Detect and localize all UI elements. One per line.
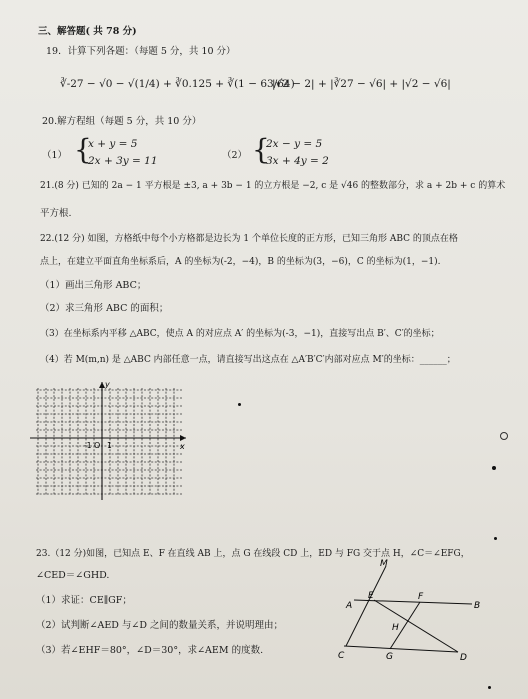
- speck: [494, 537, 497, 540]
- label-d: D: [460, 653, 467, 663]
- neg-one-label: -1: [84, 441, 92, 450]
- q23-line2: ∠CED＝∠GHD.: [36, 570, 110, 581]
- q19-expr1: ∛-27 − √0 − √(1/4) + ∛0.125 + ∛(1 − 63/64): [60, 78, 295, 90]
- line-cd: [344, 646, 458, 652]
- q20-sys1-eq2: 2x + 3y = 11: [88, 155, 158, 167]
- q22-line2: 点上，在建立平面直角坐标系后，A 的坐标为(-2，−4)，B 的坐标为(3，−6)，C 的坐标为(1，−1).: [40, 257, 441, 267]
- q22-sub1: （1）画出三角形 ABC；: [40, 280, 147, 291]
- q23-sub2: （2）试判断∠AED 与∠D 之间的数量关系，并说明理由；: [36, 620, 284, 631]
- q22-sub4: （4）若 M(m,n) 是 △ABC 内部任意一点，请直接写出这点在 △A′B′C′内部对应点 M′的坐标：______；: [40, 355, 456, 365]
- one-label: 1: [107, 441, 112, 450]
- q22-sub3: （3）在坐标系内平移 △ABC，使点 A 的对应点 A′ 的坐标为(-3，−1)，直接写出点 B′、C′的坐标；: [40, 329, 440, 339]
- label-g: G: [386, 652, 393, 662]
- q20-label1: （1）: [42, 150, 68, 161]
- q21-line2: 平方根.: [40, 208, 72, 219]
- speck: [500, 432, 508, 440]
- q20-brace1: {: [74, 133, 92, 166]
- q23-sub3: （3）若∠EHF＝80°，∠D＝30°，求∠AEM 的度数.: [36, 645, 264, 656]
- x-axis-arrow: [180, 435, 186, 441]
- x-axis-label: x: [180, 442, 185, 451]
- speck: [492, 466, 496, 470]
- q19-expr2: |√2 − 2| + |∛27 − √6| + |√2 − √6|: [272, 78, 451, 90]
- label-e: E: [368, 591, 374, 601]
- label-m: M: [380, 559, 388, 569]
- label-f: F: [418, 592, 424, 602]
- section-title: 三、解答题( 共 78 分): [38, 26, 137, 37]
- q19-title: 19．计算下列各题：（每题 5 分，共 10 分）: [46, 46, 236, 57]
- q20-brace2: {: [252, 133, 270, 166]
- label-b: B: [474, 601, 481, 611]
- q23-line1: 23.（12 分)如图，已知点 E、F 在直线 AB 上，点 G 在线段 CD 上，ED 与 FG 交于点 H，∠C＝∠EFG，: [36, 549, 470, 559]
- y-axis-label: y: [105, 380, 110, 389]
- q20-sys2-eq2: 3x + 4y = 2: [266, 155, 329, 167]
- q23-sub1: （1）求证：CE∥GF；: [36, 595, 132, 606]
- speck: [238, 403, 241, 406]
- label-c: C: [338, 651, 345, 661]
- q21-line1: 21.(8 分) 已知的 2a − 1 平方根是 ±3, a + 3b − 1 的立方根是 −2, c 是 √46 的整数部分，求 a + 2b + c 的算术: [40, 181, 506, 191]
- geometry-figure: [334, 556, 494, 668]
- origin-label: O: [94, 441, 101, 450]
- speck: [488, 686, 491, 689]
- label-h: H: [392, 623, 399, 633]
- q22-sub2: （2）求三角形 ABC 的面积；: [40, 303, 169, 314]
- q20-sys1-eq1: x + y = 5: [88, 138, 138, 150]
- q22-line1: 22.(12 分) 如图，方格纸中每个小方格都是边长为 1 个单位长度的正方形，已知三角形 ABC 的顶点在格: [40, 234, 458, 244]
- q20-title: 20.解方程组（每题 5 分，共 10 分）: [42, 116, 202, 127]
- coordinate-grid: [26, 376, 196, 506]
- q20-sys2-eq1: 2x − y = 5: [266, 138, 323, 150]
- q20-label2: （2）: [222, 150, 248, 161]
- label-a: A: [346, 601, 353, 611]
